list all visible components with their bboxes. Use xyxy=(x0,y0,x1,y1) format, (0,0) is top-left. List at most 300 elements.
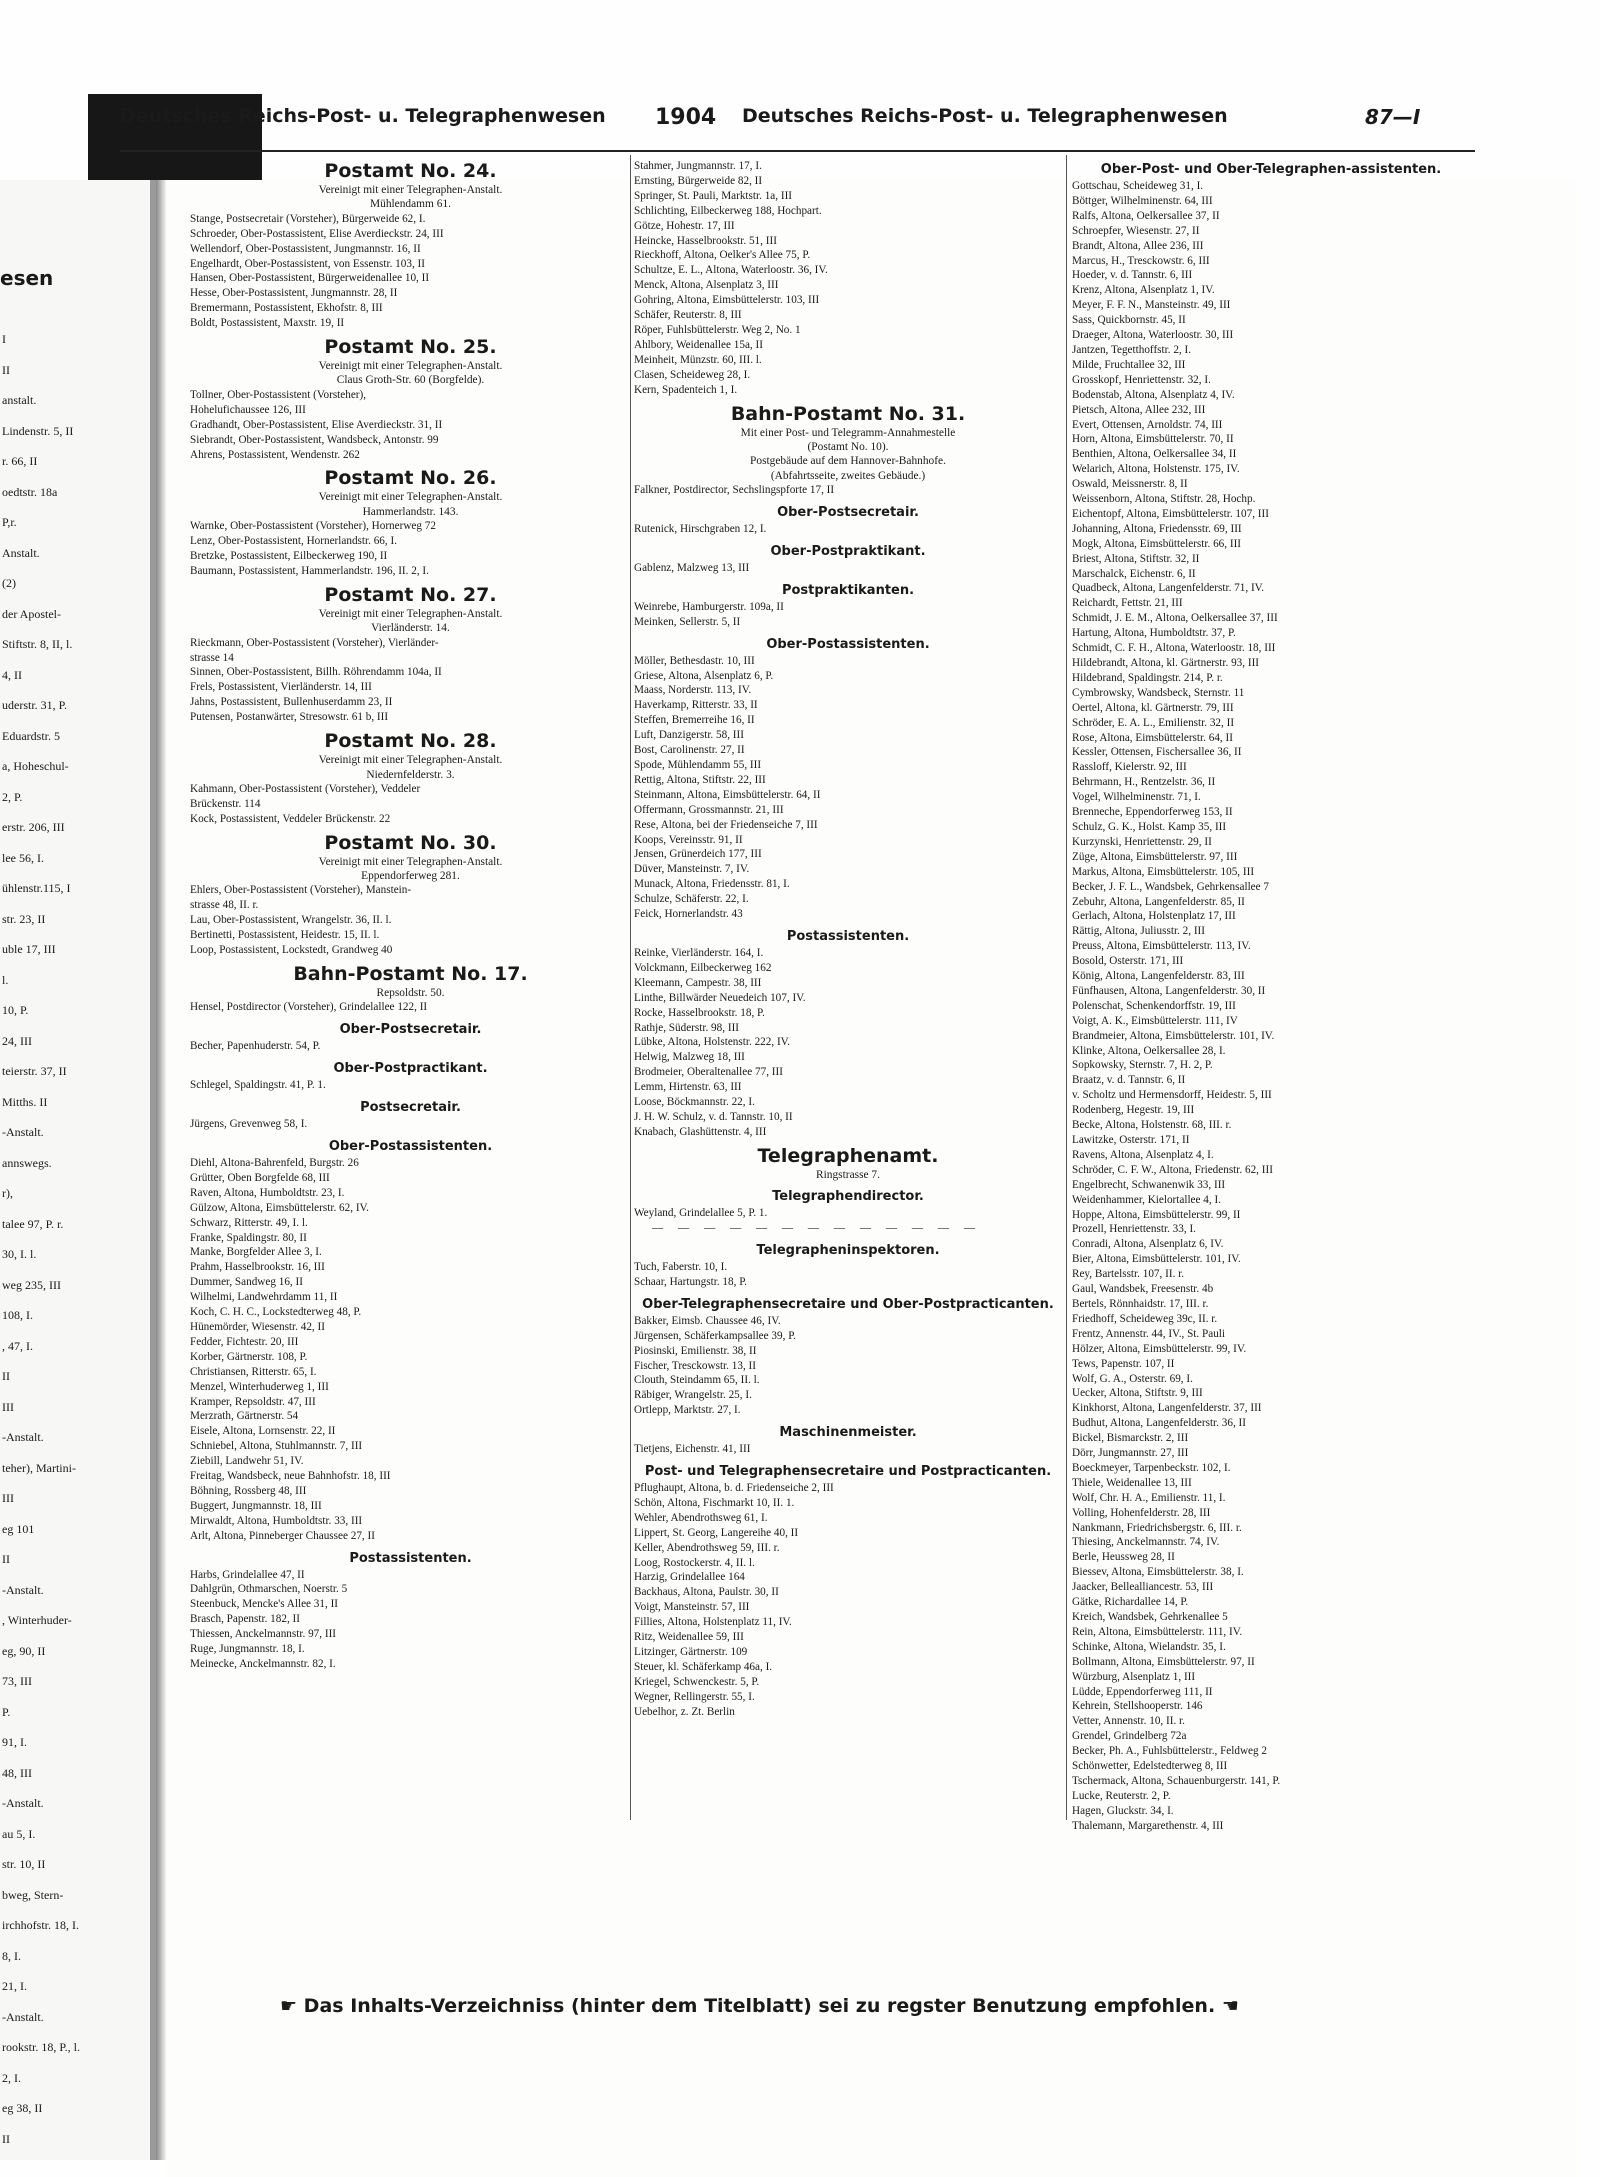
staff-entry: Feick, Hornerlandstr. 43 xyxy=(634,908,743,921)
staff-entry: Schlichting, Eilbeckerweg 188, Hochpart. xyxy=(634,204,822,217)
staff-entry: Rey, Bartelsstr. 107, II. r. xyxy=(1072,1268,1185,1281)
previous-page-header: esen xyxy=(0,266,54,290)
staff-entry: strasse 48, II. r. xyxy=(190,899,259,912)
pointing-hand-icon: ☚ xyxy=(1221,1995,1239,2017)
staff-entry: Buggert, Jungmannstr. 18, III xyxy=(190,1499,322,1512)
staff-entry: Gätke, Richardallee 14, P. xyxy=(1072,1596,1189,1609)
header-page-number: 87—I xyxy=(1365,105,1421,129)
staff-entry: Vogel, Wilhelminenstr. 71, I. xyxy=(1072,791,1201,804)
staff-entry: Gablenz, Malzweg 13, III xyxy=(634,561,750,574)
previous-page-fragment: II xyxy=(2,1552,10,1566)
staff-entry: Steinmann, Altona, Eimsbüttelerstr. 64, II xyxy=(634,788,821,801)
staff-entry: Thalemann, Margarethenstr. 4, III xyxy=(1072,1819,1224,1832)
previous-page-fragment: Eduardstr. 5 xyxy=(2,728,60,743)
staff-entry: Lucke, Reuterstr. 2, P. xyxy=(1072,1789,1171,1802)
staff-entry: Korber, Gärtnerstr. 108, P. xyxy=(190,1350,308,1363)
staff-entry: Kreich, Wandsbek, Gehrkenallee 5 xyxy=(1072,1611,1228,1623)
staff-entry: Rese, Altona, bei der Friedenseiche 7, III xyxy=(634,818,818,831)
staff-entry: Uecker, Altona, Stiftstr. 9, III xyxy=(1072,1387,1203,1400)
previous-page-fragment: , Winterhuder- xyxy=(2,1613,72,1627)
staff-entry: Bier, Altona, Eimsbüttelerstr. 101, IV. xyxy=(1072,1253,1241,1266)
staff-entry: Brodmeier, Oberaltenallee 77, III xyxy=(634,1066,783,1079)
office-section xyxy=(632,159,1064,398)
previous-page-fragment: teierstr. 37, II xyxy=(2,1064,67,1078)
staff-entry: Sopkowsky, Sternstr. 7, H. 2, P. xyxy=(1072,1059,1213,1072)
previous-page-fragment: 2, P. xyxy=(2,789,23,804)
staff-entry: Kinkhorst, Altona, Langenfelderstr. 37, III xyxy=(1072,1402,1262,1415)
staff-entry: Fedder, Fichtestr. 20, III xyxy=(190,1335,299,1348)
staff-entry: Draeger, Altona, Waterloostr. 30, III xyxy=(1072,329,1234,342)
staff-entry: Becke, Altona, Holstenstr. 68, III. r. xyxy=(1072,1119,1232,1132)
rank-heading: Ober-Postassistenten. xyxy=(328,1139,493,1154)
staff-entry: Bakker, Eimsb. Chaussee 46, IV. xyxy=(634,1314,781,1327)
staff-entry: Stange, Postsecretair (Vorsteher), Bürgerweide 62, I. xyxy=(190,212,426,225)
previous-page-fragment: Stiftstr. 8, II, l. xyxy=(2,637,73,651)
previous-page-fragment: uderstr. 31, P. xyxy=(2,698,68,712)
staff-entry: Röper, Fuhlsbüttelerstr. Weg 2, No. 1 xyxy=(634,323,801,336)
staff-entry: Wegner, Rellingerstr. 55, I. xyxy=(634,1690,755,1703)
previous-page-fragment: 10, P. xyxy=(2,1003,29,1017)
staff-entry: Brasch, Papenstr. 182, II xyxy=(190,1613,300,1626)
staff-entry: Prozell, Henriettenstr. 33, I. xyxy=(1072,1223,1196,1236)
staff-entry: Putensen, Postanwärter, Stresowstr. 61 b, III xyxy=(190,711,389,724)
previous-page-fragment: -Anstalt. xyxy=(2,1796,44,1810)
column-divider xyxy=(630,155,631,1820)
staff-entry: Jaacker, Bellealliancestr. 53, III xyxy=(1072,1581,1214,1594)
staff-entry: Rocke, Hasselbrookstr. 18, P. xyxy=(634,1006,765,1019)
rank-heading: Ober-Postsecretair. xyxy=(339,1022,482,1038)
staff-entry: Gerlach, Altona, Holstenplatz 17, III xyxy=(1072,910,1236,923)
previous-page-fragment: 91, I. xyxy=(2,1735,27,1749)
staff-entry: Volling, Hohenfelderstr. 28, III xyxy=(1072,1506,1211,1519)
staff-entry: Weidenhammer, Kielortallee 4, I. xyxy=(1072,1193,1221,1206)
staff-entry: Rieckhoff, Altona, Oelker's Allee 75, P. xyxy=(634,249,811,262)
header-rule xyxy=(120,150,1475,152)
previous-page-fragment: der Apostel- xyxy=(2,606,61,621)
staff-entry: Brenneche, Eppendorferweg 153, II xyxy=(1072,806,1233,819)
staff-entry: Tews, Papenstr. 107, II xyxy=(1072,1357,1175,1370)
office-address: Eppendorferweg 281. xyxy=(361,870,460,883)
previous-page-fragment: 2, I. xyxy=(2,2070,21,2085)
staff-entry: Raven, Altona, Humboldtstr. 23, I. xyxy=(190,1186,345,1199)
staff-entry: Lemm, Hirtenstr. 63, III xyxy=(634,1081,742,1094)
staff-entry: Kahmann, Ober-Postassistent (Vorsteher), Veddeler xyxy=(190,782,421,795)
staff-entry: Knabach, Glashüttenstr. 4, III xyxy=(634,1125,767,1138)
staff-entry: Steffen, Bremerreihe 16, II xyxy=(634,714,755,727)
staff-entry: Marcus, H., Tresckowstr. 6, III xyxy=(1072,254,1210,267)
previous-page-fragment: 30, I. l. xyxy=(2,1247,37,1261)
staff-entry: Frels, Postassistent, Vierländerstr. 14, III xyxy=(190,681,372,694)
staff-entry: Arlt, Altona, Pinneberger Chaussee 27, II xyxy=(190,1529,375,1542)
rank-heading: Ober-Post- und Ober-Telegraphen-assistenten. xyxy=(1100,162,1442,177)
previous-page-fragment: 24, III xyxy=(2,1033,32,1048)
staff-entry: Backhaus, Altona, Paulstr. 30, II xyxy=(634,1586,779,1599)
previous-page-fragment: -Anstalt. xyxy=(2,2009,44,2024)
previous-page-fragment: teher), Martini- xyxy=(2,1460,76,1475)
staff-entry: Helwig, Malzweg 18, III xyxy=(634,1051,745,1064)
staff-entry: Frentz, Annenstr. 44, IV., St. Pauli xyxy=(1072,1327,1226,1340)
office-address: Hammerlandstr. 143. xyxy=(362,505,459,518)
staff-entry: Menzel, Winterhuderweg 1, III xyxy=(190,1380,329,1393)
office-address: Postgebäude auf dem Hannover-Bahnhofe. xyxy=(750,455,946,468)
staff-entry: Rodenberg, Hegestr. 19, III xyxy=(1072,1104,1195,1117)
previous-page-fragment: P,r. xyxy=(2,515,17,529)
previous-page-fragment: 4, II xyxy=(2,667,22,682)
staff-entry: Schulz, G. K., Holst. Kamp 35, III xyxy=(1072,820,1227,833)
book-gutter xyxy=(156,180,166,2160)
staff-entry: Offermann, Grossmannstr. 21, III xyxy=(634,803,784,816)
office-address: Vereinigt mit einer Telegraphen-Anstalt. xyxy=(318,607,503,620)
staff-entry: Schröder, C. F. W., Altona, Friedenstr. 62, III xyxy=(1072,1163,1273,1176)
staff-entry: Ritz, Weidenallee 59, III xyxy=(634,1631,744,1644)
staff-entry: Menck, Altona, Alsenplatz 3, III xyxy=(634,279,779,292)
staff-entry: Spode, Mühlendamm 55, III xyxy=(634,759,762,771)
staff-entry: Bickel, Bismarckstr. 2, III xyxy=(1072,1432,1189,1445)
staff-entry: Weyland, Grindelallee 5, P. 1. xyxy=(634,1207,768,1220)
staff-entry: Kessler, Ottensen, Fischersallee 36, II xyxy=(1072,746,1242,759)
staff-entry: Berle, Heussweg 28, II xyxy=(1072,1551,1175,1564)
staff-entry: Jahns, Postassistent, Bullenhuserdamm 23, II xyxy=(190,696,393,709)
previous-page-fragment: 21, I. xyxy=(2,1979,27,1993)
staff-entry: Meinheit, Münzstr. 60, III. l. xyxy=(634,353,762,366)
staff-entry: Fillies, Altona, Holstenplatz 11, IV. xyxy=(634,1616,792,1629)
staff-entry: Schroeder, Ober-Postassistent, Elise Averdieckstr. 24, III xyxy=(190,227,444,240)
staff-entry: Voigt, Mansteinstr. 57, III xyxy=(634,1601,750,1614)
staff-entry: Ahrens, Postassistent, Wendenstr. 262 xyxy=(190,448,360,461)
staff-entry: Schroepfer, Wiesenstr. 27, II xyxy=(1072,224,1200,237)
staff-entry: Marschalck, Eichenstr. 6, II xyxy=(1072,567,1196,580)
staff-entry: Harbs, Grindelallee 47, II xyxy=(190,1568,305,1581)
office-section xyxy=(188,729,633,827)
staff-entry: Christiansen, Ritterstr. 65, I. xyxy=(190,1365,317,1378)
staff-entry: Oertel, Altona, kl. Gärtnerstr. 79, III xyxy=(1072,701,1234,714)
previous-page-fragment: Mitths. II xyxy=(2,1094,48,1109)
previous-page-fragment: eg 101 xyxy=(2,1521,35,1536)
staff-entry: Volckmann, Eilbeckerweg 162 xyxy=(634,961,772,974)
pointing-hand-icon: ☛ xyxy=(280,1995,298,2017)
staff-entry: Gülzow, Altona, Eimsbüttelerstr. 62, IV. xyxy=(190,1201,369,1214)
previous-page-fragment: anstalt. xyxy=(2,393,37,407)
staff-entry: Boeckmeyer, Tarpenbeckstr. 102, I. xyxy=(1072,1461,1231,1474)
office-section xyxy=(1070,160,1472,1834)
staff-entry: Braatz, v. d. Tannstr. 6, II xyxy=(1072,1074,1186,1087)
office-section xyxy=(188,335,633,462)
rank-heading: Postassistenten. xyxy=(349,1550,472,1566)
staff-entry: Polenschat, Schenkendorffstr. 19, III xyxy=(1072,999,1236,1012)
staff-entry: Rathje, Süderstr. 98, III xyxy=(634,1021,740,1034)
office-address: Vereinigt mit einer Telegraphen-Anstalt. xyxy=(318,491,503,504)
column-divider xyxy=(1066,155,1067,1820)
staff-entry: Weinrebe, Hamburgerstr. 109a, II xyxy=(634,600,784,613)
previous-page-fragment: ühlenstr.115, I xyxy=(2,881,71,895)
staff-entry: Ernsting, Bürgerweide 82, II xyxy=(634,174,763,187)
staff-entry: Schönwetter, Edelstedterweg 8, III xyxy=(1072,1760,1228,1773)
staff-entry: Kramper, Repsoldstr. 47, III xyxy=(190,1395,316,1408)
previous-page-fragment: au 5, I. xyxy=(2,1826,36,1841)
staff-entry: Oswald, Meissnerstr. 8, II xyxy=(1072,478,1188,491)
staff-entry: Keller, Abendrothsweg 59, III. r. xyxy=(634,1541,780,1554)
staff-entry: Linthe, Billwärder Neuedeich 107, IV. xyxy=(634,991,806,1004)
staff-entry: Hildebrand, Spaldingstr. 214, P. r. xyxy=(1072,671,1223,684)
rank-heading: Postpraktikanten. xyxy=(781,582,915,598)
staff-entry: Schmidt, C. F. H., Altona, Waterloostr. 18, III xyxy=(1072,642,1276,655)
rank-heading: Telegraphendirector. xyxy=(772,1189,924,1205)
previous-page-fragment: II xyxy=(2,2131,10,2146)
staff-entry: Griese, Altona, Alsenplatz 6, P. xyxy=(634,669,774,682)
rank-heading: Post- und Telegraphensecretaire und Postpracticanten. xyxy=(644,1464,1052,1480)
staff-entry: Kern, Spadenteich 1, I. xyxy=(634,383,738,396)
staff-entry: Bertinetti, Postassistent, Heidestr. 15, II. l. xyxy=(190,929,380,942)
previous-page-fragment: eg 38, II xyxy=(2,2101,43,2115)
previous-page-fragment: r), xyxy=(2,1186,13,1200)
staff-entry: Baumann, Postassistent, Hammerlandstr. 196, II. 2, I. xyxy=(190,564,429,577)
rank-heading: Postassistenten. xyxy=(786,928,910,944)
previous-page-fragment: P. xyxy=(2,1704,11,1719)
staff-entry: Reichardt, Fettstr. 21, III xyxy=(1072,597,1183,610)
previous-page-strip xyxy=(0,180,156,2160)
staff-entry: Bosold, Osterstr. 171, III xyxy=(1072,955,1184,968)
staff-entry: Budhut, Altona, Langenfelderstr. 36, II xyxy=(1072,1417,1246,1430)
office-title: Postamt No. 30. xyxy=(324,831,497,854)
staff-entry: Clasen, Scheideweg 28, I. xyxy=(634,368,751,381)
previous-page-fragment: r. 66, II xyxy=(2,454,38,468)
staff-entry: Würzburg, Alsenplatz 1, III xyxy=(1072,1670,1196,1683)
staff-entry: Lippert, St. Georg, Langereihe 40, II xyxy=(634,1526,799,1539)
office-address: Mit einer Post- und Telegramm-Annahmestelle xyxy=(740,426,956,439)
staff-entry: Koch, C. H. C., Lockstedterweg 48, P. xyxy=(190,1306,362,1319)
staff-entry: Ahlbory, Weidenallee 15a, II xyxy=(634,338,763,351)
staff-entry: Schaar, Hartungstr. 18, P. xyxy=(634,1275,747,1288)
staff-entry: Wilhelmi, Landwehrdamm 11, II xyxy=(190,1291,338,1304)
previous-page-fragment: weg 235, III xyxy=(2,1277,61,1292)
staff-entry: Milde, Fruchtallee 32, III xyxy=(1072,358,1186,371)
rank-heading: Ober-Postpractikant. xyxy=(333,1061,488,1077)
staff-entry: Räbiger, Wrangelstr. 25, I. xyxy=(634,1389,752,1402)
staff-entry: Becher, Papenhuderstr. 54, P. xyxy=(190,1040,321,1053)
staff-entry: Lenz, Ober-Postassistent, Hornerlandstr. 66, I. xyxy=(190,535,398,548)
staff-entry: Falkner, Postdirector, Sechslingspforte 17, II xyxy=(634,484,835,497)
staff-entry: Grendel, Grindelberg 72a xyxy=(1072,1730,1187,1743)
staff-entry: Uebelhor, z. Zt. Berlin xyxy=(634,1705,735,1718)
previous-page-fragment: III xyxy=(2,1399,14,1414)
office-title: Telegraphenamt. xyxy=(757,1144,939,1167)
staff-entry: Wolf, G. A., Osterstr. 69, I. xyxy=(1072,1372,1193,1385)
staff-entry: Dahlgrün, Othmarschen, Noerstr. 5 xyxy=(190,1583,348,1596)
staff-entry: Lübke, Altona, Holstenstr. 222, IV. xyxy=(634,1036,791,1049)
previous-page-fragment: -Anstalt. xyxy=(2,1582,44,1597)
staff-entry: Maass, Norderstr. 113, IV. xyxy=(634,684,752,697)
staff-entry: Rassloff, Kielerstr. 92, III xyxy=(1072,761,1187,774)
staff-entry: Hünemörder, Wiesenstr. 42, II xyxy=(190,1320,325,1333)
office-address: Claus Groth-Str. 60 (Borgfelde). xyxy=(336,374,485,387)
staff-entry: Mirwaldt, Altona, Humboldtstr. 33, III xyxy=(190,1514,363,1527)
staff-entry: Harzig, Grindelallee 164 xyxy=(634,1571,745,1584)
staff-entry: Jürgensen, Schäferkampsallee 39, P. xyxy=(634,1329,796,1342)
staff-entry: Hensel, Postdirector (Vorsteher), Grindelallee 122, II xyxy=(190,1001,428,1014)
staff-entry: Loose, Böckmannstr. 22, I. xyxy=(634,1096,755,1109)
staff-entry: Brandmeier, Altona, Eimsbüttelerstr. 101, IV. xyxy=(1072,1029,1275,1042)
staff-entry: Benthien, Altona, Oelkersallee 34, II xyxy=(1072,448,1237,461)
staff-entry: Meinken, Sellerstr. 5, II xyxy=(634,615,741,628)
staff-entry: Bremermann, Postassistent, Ekhofstr. 8, III xyxy=(190,302,383,315)
staff-entry: Preuss, Altona, Eimsbüttelerstr. 113, IV. xyxy=(1072,940,1251,953)
staff-entry: Franke, Spaldingstr. 80, II xyxy=(190,1231,307,1244)
staff-entry: Fischer, Tresckowstr. 13, II xyxy=(634,1359,756,1372)
staff-entry: Freitag, Wandsbeck, neue Bahnhofstr. 18, III xyxy=(190,1470,391,1483)
office-title: Postamt No. 26. xyxy=(324,467,497,490)
staff-entry: Dörr, Jungmannstr. 27, III xyxy=(1072,1447,1189,1460)
staff-entry: Warnke, Ober-Postassistent (Vorsteher), Hornerweg 72 xyxy=(190,520,436,533)
previous-page-fragment: talee 97, P. r. xyxy=(2,1216,64,1231)
staff-entry: Friedhoff, Scheideweg 39c, II. r. xyxy=(1072,1312,1218,1325)
office-title: Postamt No. 25. xyxy=(324,336,497,359)
office-address: Repsoldstr. 50. xyxy=(376,986,445,999)
staff-entry: Behrmann, H., Rentzelstr. 36, II xyxy=(1072,776,1216,789)
staff-entry: Biessev, Altona, Eimsbüttelerstr. 38, I. xyxy=(1072,1566,1244,1579)
office-section xyxy=(188,962,633,1672)
staff-entry: Kurzynski, Henriettenstr. 29, II xyxy=(1072,835,1212,848)
staff-entry: Gaul, Wandsbek, Freesenstr. 4b xyxy=(1072,1283,1214,1296)
staff-entry: Ravens, Altona, Alsenplatz 4, I. xyxy=(1072,1148,1214,1161)
staff-entry: Hagen, Gluckstr. 34, I. xyxy=(1072,1804,1174,1817)
previous-page-fragment: 8, I. xyxy=(2,1948,21,1963)
footer-notice xyxy=(280,1995,1239,2017)
staff-entry: Lüdde, Eppendorferweg 111, II xyxy=(1072,1685,1213,1698)
staff-entry: Eichentopf, Altona, Eimsbüttelerstr. 107, III xyxy=(1072,507,1269,520)
staff-entry: Quadbeck, Altona, Langenfelderstr. 71, IV. xyxy=(1072,582,1265,595)
office-address: Ringstrasse 7. xyxy=(816,1168,880,1181)
previous-page-fragment: a, Hoheschul- xyxy=(2,759,69,773)
staff-entry: Becker, J. F. L., Wandsbek, Gehrkensallee 7 xyxy=(1072,880,1270,893)
staff-entry: Kleemann, Campestr. 38, III xyxy=(634,976,762,989)
staff-entry: Schulze, Schäferstr. 22, I. xyxy=(634,893,749,906)
staff-entry: Wehler, Abendrothsweg 61, I. xyxy=(634,1511,768,1524)
office-address: (Postamt No. 10). xyxy=(807,440,889,453)
staff-entry: Kehrein, Stellshooperstr. 146 xyxy=(1072,1700,1203,1713)
previous-page-fragment: , 47, I. xyxy=(2,1338,33,1353)
staff-entry: Wolf, Chr. H. A., Emilienstr. 11, I. xyxy=(1072,1491,1226,1504)
staff-entry: Pflughaupt, Altona, b. d. Friedenseiche 2, III xyxy=(634,1482,834,1495)
staff-entry: Hölzer, Altona, Eimsbüttelerstr. 99, IV. xyxy=(1072,1342,1247,1355)
staff-entry: Ziebill, Landwehr 51, IV. xyxy=(190,1455,304,1468)
staff-entry: Hoppe, Altona, Eimsbüttelerstr. 99, II xyxy=(1072,1208,1241,1221)
staff-entry: Kriegel, Schwenckestr. 5, P. xyxy=(634,1675,760,1688)
office-section xyxy=(188,466,633,578)
staff-entry: Hansen, Ober-Postassistent, Bürgerweidenallee 10, II xyxy=(190,272,430,285)
previous-page-fragment: rookstr. 18, P., l. xyxy=(2,2040,81,2054)
office-address: Vereinigt mit einer Telegraphen-Anstalt. xyxy=(318,754,503,767)
staff-entry: Litzinger, Gärtnerstr. 109 xyxy=(634,1646,748,1658)
staff-entry: Ehlers, Ober-Postassistent (Vorsteher), Manstein- xyxy=(190,884,412,897)
staff-entry: Möller, Bethesdastr. 10, III xyxy=(634,654,755,667)
previous-page-fragment: -Anstalt. xyxy=(2,1125,44,1139)
staff-entry: Tuch, Faberstr. 10, I. xyxy=(634,1260,728,1273)
staff-entry: Schön, Altona, Fischmarkt 10, II. 1. xyxy=(634,1496,795,1509)
staff-entry: Züge, Altona, Eimsbüttelerstr. 97, III xyxy=(1072,850,1238,863)
previous-page-fragment: l. xyxy=(2,972,9,987)
previous-page-fragment: Anstalt. xyxy=(2,545,40,560)
office-title: Bahn-Postamt No. 17. xyxy=(293,962,528,985)
staff-entry: Grütter, Oben Borgfelde 68, III xyxy=(190,1171,330,1184)
staff-entry: Grosskopf, Henriettenstr. 32, I. xyxy=(1072,373,1211,386)
column-1 xyxy=(188,155,633,1672)
staff-entry: König, Altona, Langenfelderstr. 83, III xyxy=(1072,970,1245,983)
staff-entry: Rein, Altona, Eimsbüttelerstr. 111, IV. xyxy=(1072,1625,1243,1638)
previous-page-fragment: bweg, Stern- xyxy=(2,1887,64,1902)
staff-entry: Markus, Altona, Eimsbüttelerstr. 105, III xyxy=(1072,865,1255,878)
staff-entry: Thiele, Weidenallee 13, III xyxy=(1072,1476,1192,1489)
staff-entry: Jensen, Grünerdeich 177, III xyxy=(634,848,762,861)
staff-entry: Stahmer, Jungmannstr. 17, I. xyxy=(634,160,762,172)
staff-entry: Mogk, Altona, Eimsbüttelerstr. 66, III xyxy=(1072,537,1242,550)
header-right-title: Deutsches Reichs-Post- u. Telegraphenwesen xyxy=(742,105,1228,127)
previous-page-fragment: II xyxy=(2,362,10,377)
staff-entry: Schröder, E. A. L., Emilienstr. 32, II xyxy=(1072,716,1235,729)
staff-entry: Manke, Borgfelder Allee 3, I. xyxy=(190,1246,322,1259)
staff-entry: Schinke, Altona, Wielandstr. 35, I. xyxy=(1072,1640,1226,1653)
staff-entry: Loog, Rostockerstr. 4, II. l. xyxy=(634,1556,755,1569)
staff-entry: Meyer, F. F. N., Mansteinstr. 49, III xyxy=(1072,299,1231,312)
office-address: Vereinigt mit einer Telegraphen-Anstalt. xyxy=(318,184,503,196)
previous-page-fragment: -Anstalt. xyxy=(2,1430,44,1444)
previous-page-fragment: lee 56, I. xyxy=(2,850,44,865)
staff-entry: Lawitzke, Osterstr. 171, II xyxy=(1072,1134,1190,1146)
office-title: Postamt No. 27. xyxy=(324,583,497,606)
staff-entry: Eisele, Altona, Lornsenstr. 22, II xyxy=(190,1425,336,1438)
office-address: Mühlendamm 61. xyxy=(370,198,451,211)
staff-entry: Krenz, Altona, Alsenplatz 1, IV. xyxy=(1072,284,1215,297)
staff-entry: Düver, Mansteinstr. 7, IV. xyxy=(634,863,750,876)
staff-entry: Boldt, Postassistent, Maxstr. 19, II xyxy=(190,317,345,330)
staff-entry: Ralfs, Altona, Oelkersallee 37, II xyxy=(1072,209,1220,222)
staff-entry: Luft, Danzigerstr. 58, III xyxy=(634,729,744,742)
rank-heading: Maschinenmeister. xyxy=(779,1425,917,1441)
previous-page-fragment: (2) xyxy=(2,576,16,590)
rank-heading: Postsecretair. xyxy=(360,1100,461,1116)
staff-entry: Gohring, Altona, Eimsbüttelerstr. 103, III xyxy=(634,294,820,307)
staff-entry: Fünfhausen, Altona, Langenfelderstr. 30, II xyxy=(1072,984,1266,997)
staff-entry: Sinnen, Ober-Postassistent, Billh. Röhrendamm 104a, II xyxy=(190,666,442,679)
staff-entry: Steenbuck, Mencke's Allee 31, II xyxy=(190,1598,339,1611)
rank-heading: Telegrapheninspektoren. xyxy=(756,1242,940,1258)
previous-page-fragment: str. 23, II xyxy=(2,911,46,926)
staff-entry: Hesse, Ober-Postassistent, Jungmannstr. 28, II xyxy=(190,287,398,300)
previous-page-fragment: str. 10, II xyxy=(2,1857,46,1871)
staff-entry: Weissenborn, Altona, Stiftstr. 28, Hochp. xyxy=(1072,493,1256,506)
staff-entry: Gradhandt, Ober-Postassistent, Elise Averdieckstr. 31, II xyxy=(190,418,443,431)
staff-entry: Bertels, Rönnhaidstr. 17, III. r. xyxy=(1072,1297,1209,1310)
staff-entry: Brückenstr. 114 xyxy=(190,797,261,810)
staff-entry: Schlegel, Spaldingstr. 41, P. 1. xyxy=(190,1079,326,1092)
staff-entry: Briest, Altona, Stiftstr. 32, II xyxy=(1072,552,1200,565)
staff-entry: Horn, Altona, Eimsbüttelerstr. 70, II xyxy=(1072,433,1234,446)
staff-entry: Tollner, Ober-Postassistent (Vorsteher), xyxy=(190,388,367,401)
staff-entry: Evert, Ottensen, Arnoldstr. 74, III xyxy=(1072,418,1223,431)
staff-entry: Rutenick, Hirschgraben 12, I. xyxy=(634,523,767,536)
column-2 xyxy=(632,155,1064,1720)
office-address: Vereinigt mit einer Telegraphen-Anstalt. xyxy=(318,360,503,373)
previous-page-fragment: uble 17, III xyxy=(2,942,56,956)
staff-entry: strasse 14 xyxy=(190,651,234,664)
staff-entry: Schultze, E. L., Altona, Waterloostr. 36, IV. xyxy=(634,264,828,277)
staff-entry: Bretzke, Postassistent, Eilbeckerweg 190, II xyxy=(190,550,388,563)
office-title: Postamt No. 28. xyxy=(324,730,497,753)
previous-page-fragment: I xyxy=(2,332,6,346)
staff-entry: Böttger, Wilhelminenstr. 64, III xyxy=(1072,194,1213,207)
staff-entry: Reinke, Vierländerstr. 164, I. xyxy=(634,946,764,959)
staff-entry: Johanning, Altona, Friedensstr. 69, III xyxy=(1072,522,1242,535)
staff-entry: Dummer, Sandweg 16, II xyxy=(190,1276,303,1289)
